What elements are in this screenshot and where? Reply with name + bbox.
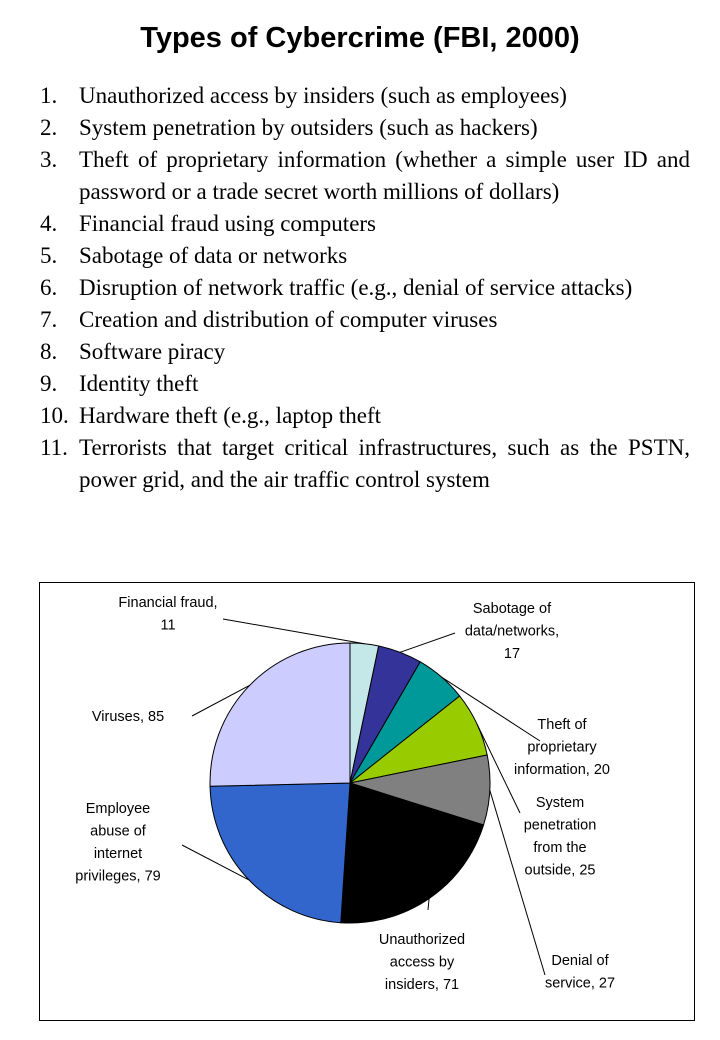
list-item-text: Software piracy <box>79 339 226 364</box>
list-item-text: Sabotage of data or networks <box>79 243 348 268</box>
page-title: Types of Cybercrime (FBI, 2000) <box>140 22 580 54</box>
list-item <box>40 304 690 336</box>
slice-label-line: Denial of <box>551 953 609 969</box>
pie-chart-frame <box>39 582 695 1021</box>
list-item-text: Identity theft <box>79 371 199 396</box>
slice-label <box>379 932 465 993</box>
list-item <box>40 112 690 144</box>
list-item-number: 6. <box>40 275 58 300</box>
slice-label-line: penetration <box>523 817 597 834</box>
slice-label <box>545 953 615 992</box>
list-item-number: 4. <box>40 211 58 236</box>
pie-slices <box>210 643 490 923</box>
slice-label-line: Sabotage of <box>472 601 552 617</box>
list-item-number: 10. <box>40 403 69 428</box>
list-item-number: 7. <box>40 307 58 332</box>
list-item-text: System penetration by outsiders (such as hackers) <box>79 115 538 140</box>
list-item-number: 11. <box>40 435 68 460</box>
slice-label-line: service, 27 <box>544 975 616 992</box>
slice-label-line: Financial fraud, <box>118 595 218 611</box>
list-item <box>40 400 690 432</box>
pie-slice <box>210 643 350 786</box>
list-item-number: 8. <box>40 339 58 364</box>
list-item <box>40 80 690 112</box>
list-item <box>40 272 690 304</box>
list-item <box>40 208 690 240</box>
list-item <box>40 368 690 400</box>
slice-label <box>118 595 217 634</box>
slice-label <box>465 601 559 662</box>
slice-label-line: System <box>535 795 585 811</box>
list-item-text: Unauthorized access by insiders (such as employees) <box>79 83 567 108</box>
slice-label-line: access by <box>389 954 455 971</box>
list-item-text: Creation and distribution of computer viruses <box>79 307 498 332</box>
list-item-text: Theft of proprietary information (whether a simple user ID and password or a trade secret worth millions of dollars) <box>79 147 690 204</box>
list-item <box>40 432 690 496</box>
slice-label-line: Theft of <box>537 717 587 733</box>
slice-label-line: privileges, 79 <box>75 868 161 885</box>
slice-label-line: information, 20 <box>514 762 610 778</box>
slice-label-line: from the <box>533 840 587 856</box>
list-item-text: Financial fraud using computers <box>79 211 377 236</box>
slice-label <box>92 709 164 725</box>
list-item-text: Terrorists that target critical infrastructures, such as the PSTN, power grid, and the air traffic control system <box>79 435 690 492</box>
slice-label <box>75 801 160 885</box>
leader-line <box>428 899 429 911</box>
slice-label-line: proprietary <box>527 739 597 756</box>
list-item-number: 2. <box>40 115 58 140</box>
slice-label <box>524 795 597 879</box>
slice-label-line: Viruses, 85 <box>91 709 165 725</box>
pie-chart <box>40 583 694 1020</box>
list-item <box>40 144 690 208</box>
list-item-number: 9. <box>40 371 58 396</box>
slice-label-line: data/networks, <box>464 623 560 640</box>
slice-label-line: abuse of <box>90 823 146 840</box>
list-item <box>40 336 690 368</box>
list-item-number: 1. <box>40 83 58 108</box>
slice-label-line: internet <box>93 846 143 862</box>
leader-line <box>223 619 364 644</box>
pie-slice <box>210 783 350 923</box>
slice-label-line: outside, 25 <box>524 862 596 879</box>
slice-label-line: insiders, 71 <box>384 977 460 993</box>
slice-label-line: 17 <box>503 646 521 662</box>
slice-label-line: 11 <box>160 617 176 634</box>
list-item-text: Disruption of network traffic (e.g., denial of service attacks) <box>79 275 633 300</box>
slice-label-line: Employee <box>85 801 151 817</box>
leader-line <box>400 633 455 652</box>
list-item-text: Hardware theft (e.g., laptop theft <box>79 403 382 428</box>
list-item-number: 5. <box>40 243 58 268</box>
list-item-number: 3. <box>40 147 58 172</box>
slice-label-line: Unauthorized <box>378 932 466 948</box>
slice-label <box>514 717 610 778</box>
list-item <box>40 240 690 272</box>
cybercrime-type-list <box>40 80 690 496</box>
